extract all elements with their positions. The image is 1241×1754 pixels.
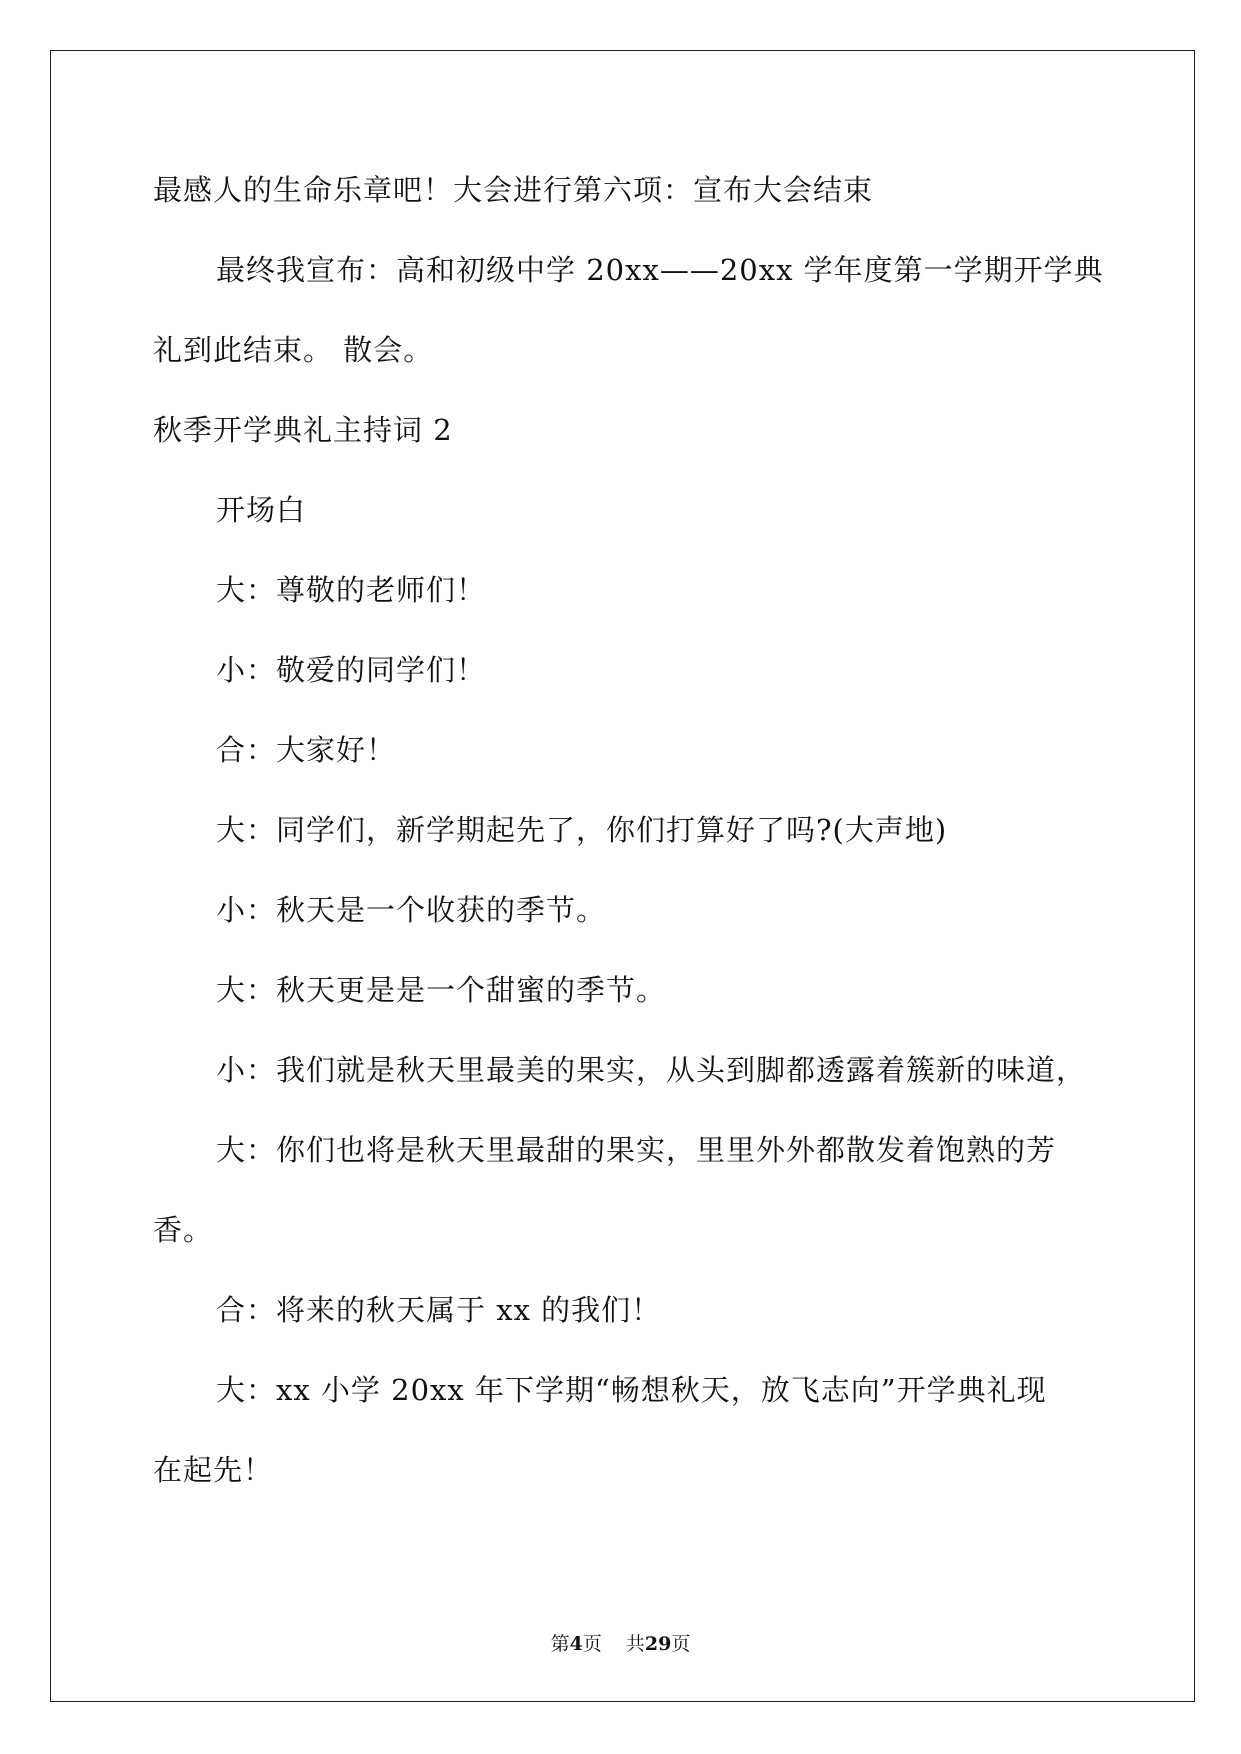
text-line-10: 小：秋天是一个收获的季节。 xyxy=(216,893,607,927)
text-line-8: 合：大家好！ xyxy=(216,733,397,767)
text-line-14: 香。 xyxy=(153,1213,214,1247)
section-heading: 秋季开学典礼主持词 2 xyxy=(153,413,453,447)
footer-page-suffix: 页 xyxy=(582,1633,602,1655)
text-line-9: 大：同学们，新学期起先了，你们打算好了吗?(大声地) xyxy=(216,813,948,847)
text-line-3: 礼到此结束。 散会。 xyxy=(153,333,434,367)
footer-page-number: 4 xyxy=(569,1633,583,1655)
text-line-16: 大：xx 小学 20xx 年下学期“畅想秋天，放飞志向”开学典礼现 xyxy=(216,1373,1047,1407)
footer-page-prefix: 第 xyxy=(550,1633,570,1655)
text-line-17: 在起先！ xyxy=(153,1453,274,1487)
footer-total-pages: 29 xyxy=(644,1633,672,1655)
text-line-11: 大：秋天更是是一个甜蜜的季节。 xyxy=(216,973,667,1007)
text-line-7: 小：敬爱的同学们！ xyxy=(216,653,487,687)
footer-total-suffix: 页 xyxy=(671,1633,691,1655)
text-line-6: 大：尊敬的老师们！ xyxy=(216,573,487,607)
text-line-13: 大：你们也将是秋天里最甜的果实，里里外外都散发着饱熟的芳 xyxy=(216,1133,1057,1167)
text-line-12: 小：我们就是秋天里最美的果实，从头到脚都透露着簇新的味道， xyxy=(216,1053,1087,1087)
footer-total-prefix: 共 xyxy=(625,1633,645,1655)
page-footer xyxy=(0,1632,1241,1656)
text-line-2: 最终我宣布：高和初级中学 20xx——20xx 学年度第一学期开学典 xyxy=(216,253,1104,287)
text-line-1: 最感人的生命乐章吧！大会进行第六项：宣布大会结束 xyxy=(153,173,874,207)
text-line-5: 开场白 xyxy=(216,493,307,527)
text-line-15: 合：将来的秋天属于 xx 的我们！ xyxy=(216,1293,662,1327)
